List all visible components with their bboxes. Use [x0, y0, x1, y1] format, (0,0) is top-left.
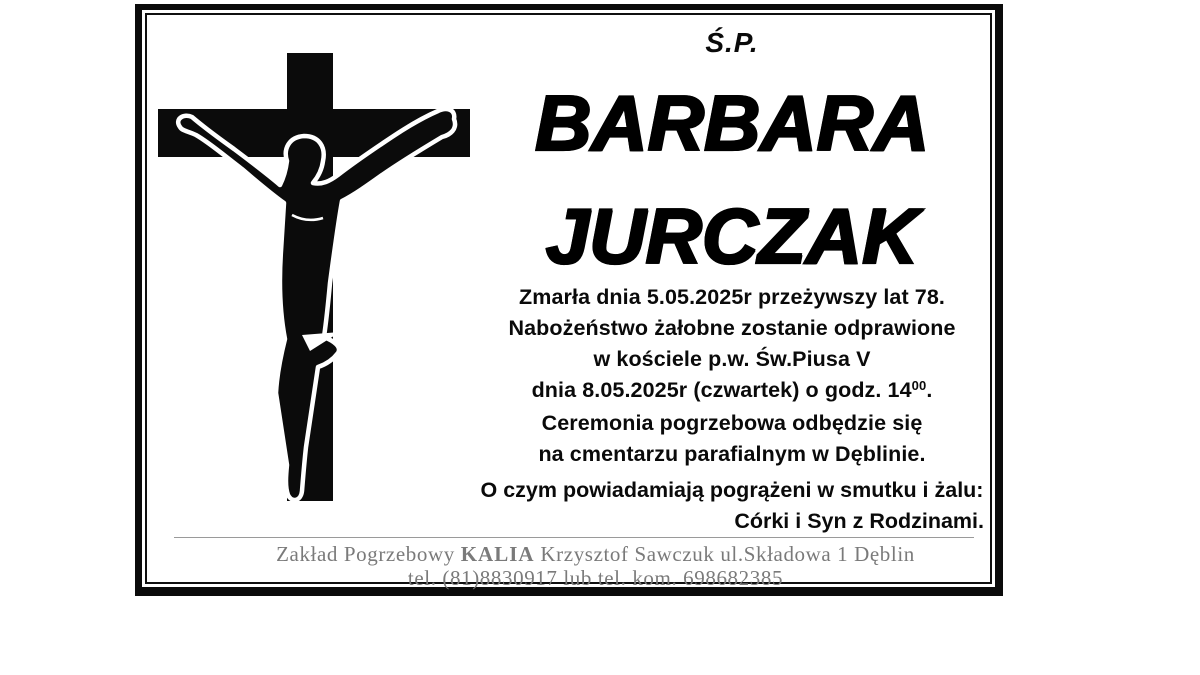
obituary-frame: [135, 4, 1003, 596]
funeral-home-footer: [201, 543, 990, 590]
obituary-inner-border: [145, 13, 992, 590]
detail-line-service1: Nabożeństwo żałobne zostanie odprawione: [508, 316, 956, 340]
funeral-details: [472, 282, 992, 470]
funeral-home-prefix: Zakład Pogrzebowy: [276, 542, 461, 566]
funeral-home-line: [201, 543, 990, 567]
phone-line: tel. (81)8830917 lub tel. kom. 698682385: [407, 565, 784, 590]
obituary-content: [147, 15, 990, 590]
detail-line-death: Zmarła dnia 5.05.2025r przeżywszy lat 78.: [519, 285, 945, 309]
deceased-last-name: JURCZAK: [545, 192, 919, 280]
mourners-signature: Córki i Syn z Rodzinami.: [734, 509, 984, 533]
time-superscript: 00: [911, 378, 927, 393]
cross-top-beam: [287, 53, 333, 113]
time-text: dnia 8.05.2025r (czwartek) o godz. 14: [531, 378, 912, 402]
mourners-intro: O czym powiadamiają pogrążeni w smutku i żalu:: [480, 478, 984, 502]
detail-line-ceremony2: na cmentarzu parafialnym w Dęblinie.: [538, 442, 926, 466]
crucifix-icon: [154, 39, 474, 509]
funeral-home-suffix: Krzysztof Sawczuk ul.Składowa 1 Dęblin: [534, 542, 915, 566]
epitaph: Ś.P.: [705, 27, 759, 58]
detail-line-time: [472, 375, 992, 408]
funeral-home-brand: KALIA: [460, 542, 535, 566]
detail-line-ceremony1: Ceremonia pogrzebowa odbędzie się: [541, 411, 923, 435]
time-period: .: [926, 378, 933, 402]
deceased-first-name: BARBARA: [534, 79, 930, 167]
detail-line-service2: w kościele p.w. Św.Piusa V: [593, 347, 871, 371]
footer-separator-line: [174, 537, 974, 538]
